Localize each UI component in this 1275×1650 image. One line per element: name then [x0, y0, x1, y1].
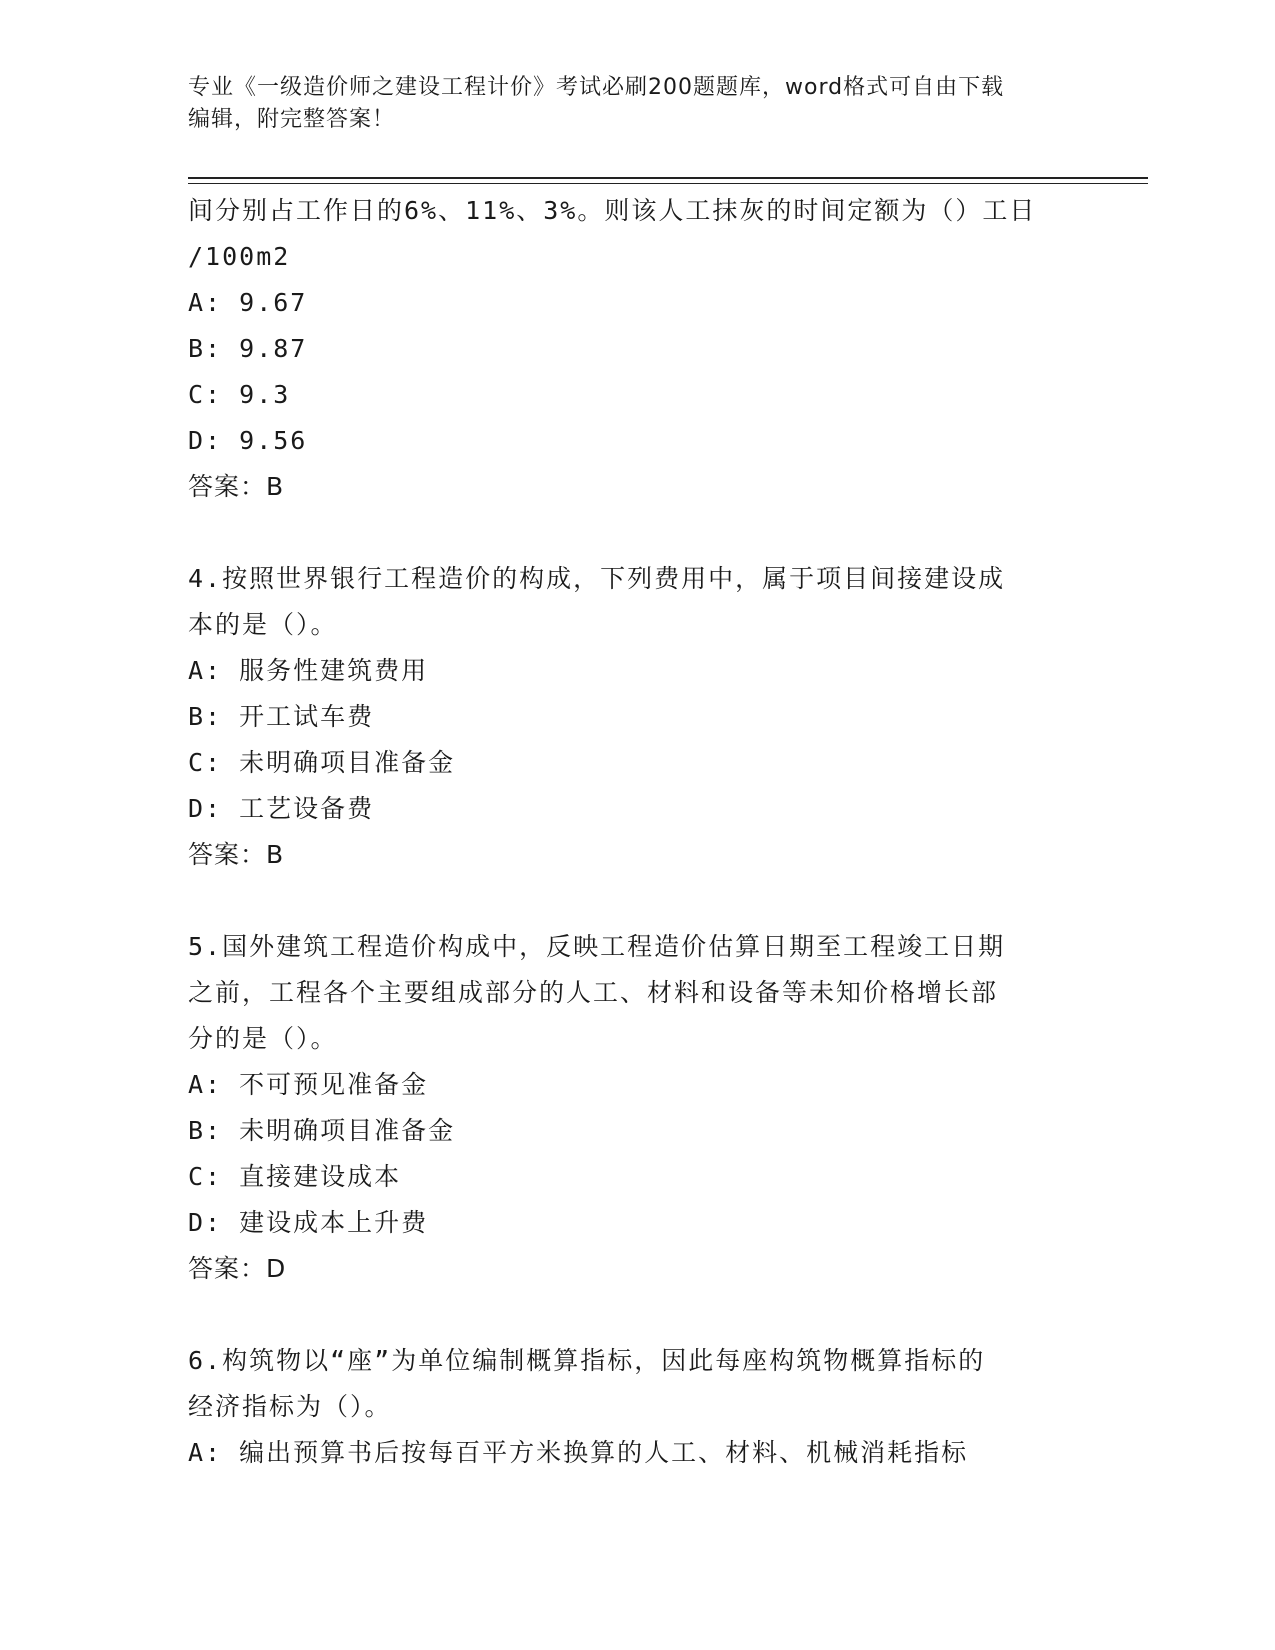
option-c: C: 直接建设成本 [188, 1162, 402, 1191]
option-b: B: 未明确项目准备金 [188, 1116, 456, 1145]
answer-line: 答案：B [188, 472, 285, 501]
option-c: C: 未明确项目准备金 [188, 748, 456, 777]
header-divider-thin [188, 183, 1148, 184]
question-text: 经济指标为（）。 [188, 1392, 392, 1421]
question-text: /100m2 [188, 242, 291, 271]
question-5 [188, 924, 1088, 1292]
question-text: 之前，工程各个主要组成部分的人工、材料和设备等未知价格增长部 [188, 978, 999, 1007]
question-text: 间分别占工作日的6%、11%、3%。则该人工抹灰的时间定额为（）工日 [188, 196, 1037, 225]
header-title-line2: 编辑，附完整答案！ [188, 107, 396, 132]
question-4 [188, 556, 1088, 878]
spacer [188, 510, 1088, 556]
answer-line: 答案：B [188, 840, 285, 869]
option-a: A: 不可预见准备金 [188, 1070, 429, 1099]
answer-line: 答案：D [188, 1254, 287, 1283]
spacer [188, 1292, 1088, 1338]
question-3 [188, 188, 1088, 510]
question-text: 6.构筑物以“座”为单位编制概算指标，因此每座构筑物概算指标的 [188, 1346, 986, 1375]
option-b: B: 开工试车费 [188, 702, 375, 731]
question-6 [188, 1338, 1088, 1476]
option-d: D: 9.56 [188, 426, 308, 455]
option-a: A: 编出预算书后按每百平方米换算的人工、材料、机械消耗指标 [188, 1438, 969, 1467]
option-b: B: 9.87 [188, 334, 308, 363]
option-d: D: 工艺设备费 [188, 794, 375, 823]
question-text: 5.国外建筑工程造价构成中，反映工程造价估算日期至工程竣工日期 [188, 932, 1006, 961]
question-text: 本的是（）。 [188, 610, 338, 639]
option-a: A: 9.67 [188, 288, 308, 317]
option-d: D: 建设成本上升费 [188, 1208, 429, 1237]
question-text: 分的是（）。 [188, 1024, 338, 1053]
option-c: C: 9.3 [188, 380, 291, 409]
option-a: A: 服务性建筑费用 [188, 656, 429, 685]
header-divider-thick [188, 177, 1148, 179]
header-title-line1: 专业《一级造价师之建设工程计价》考试必刷200题题库，word格式可自由下载 [188, 75, 1005, 100]
spacer [188, 878, 1088, 924]
document-header [188, 72, 1088, 136]
question-list [188, 188, 1088, 1476]
question-text: 4.按照世界银行工程造价的构成，下列费用中，属于项目间接建设成 [188, 564, 1006, 593]
